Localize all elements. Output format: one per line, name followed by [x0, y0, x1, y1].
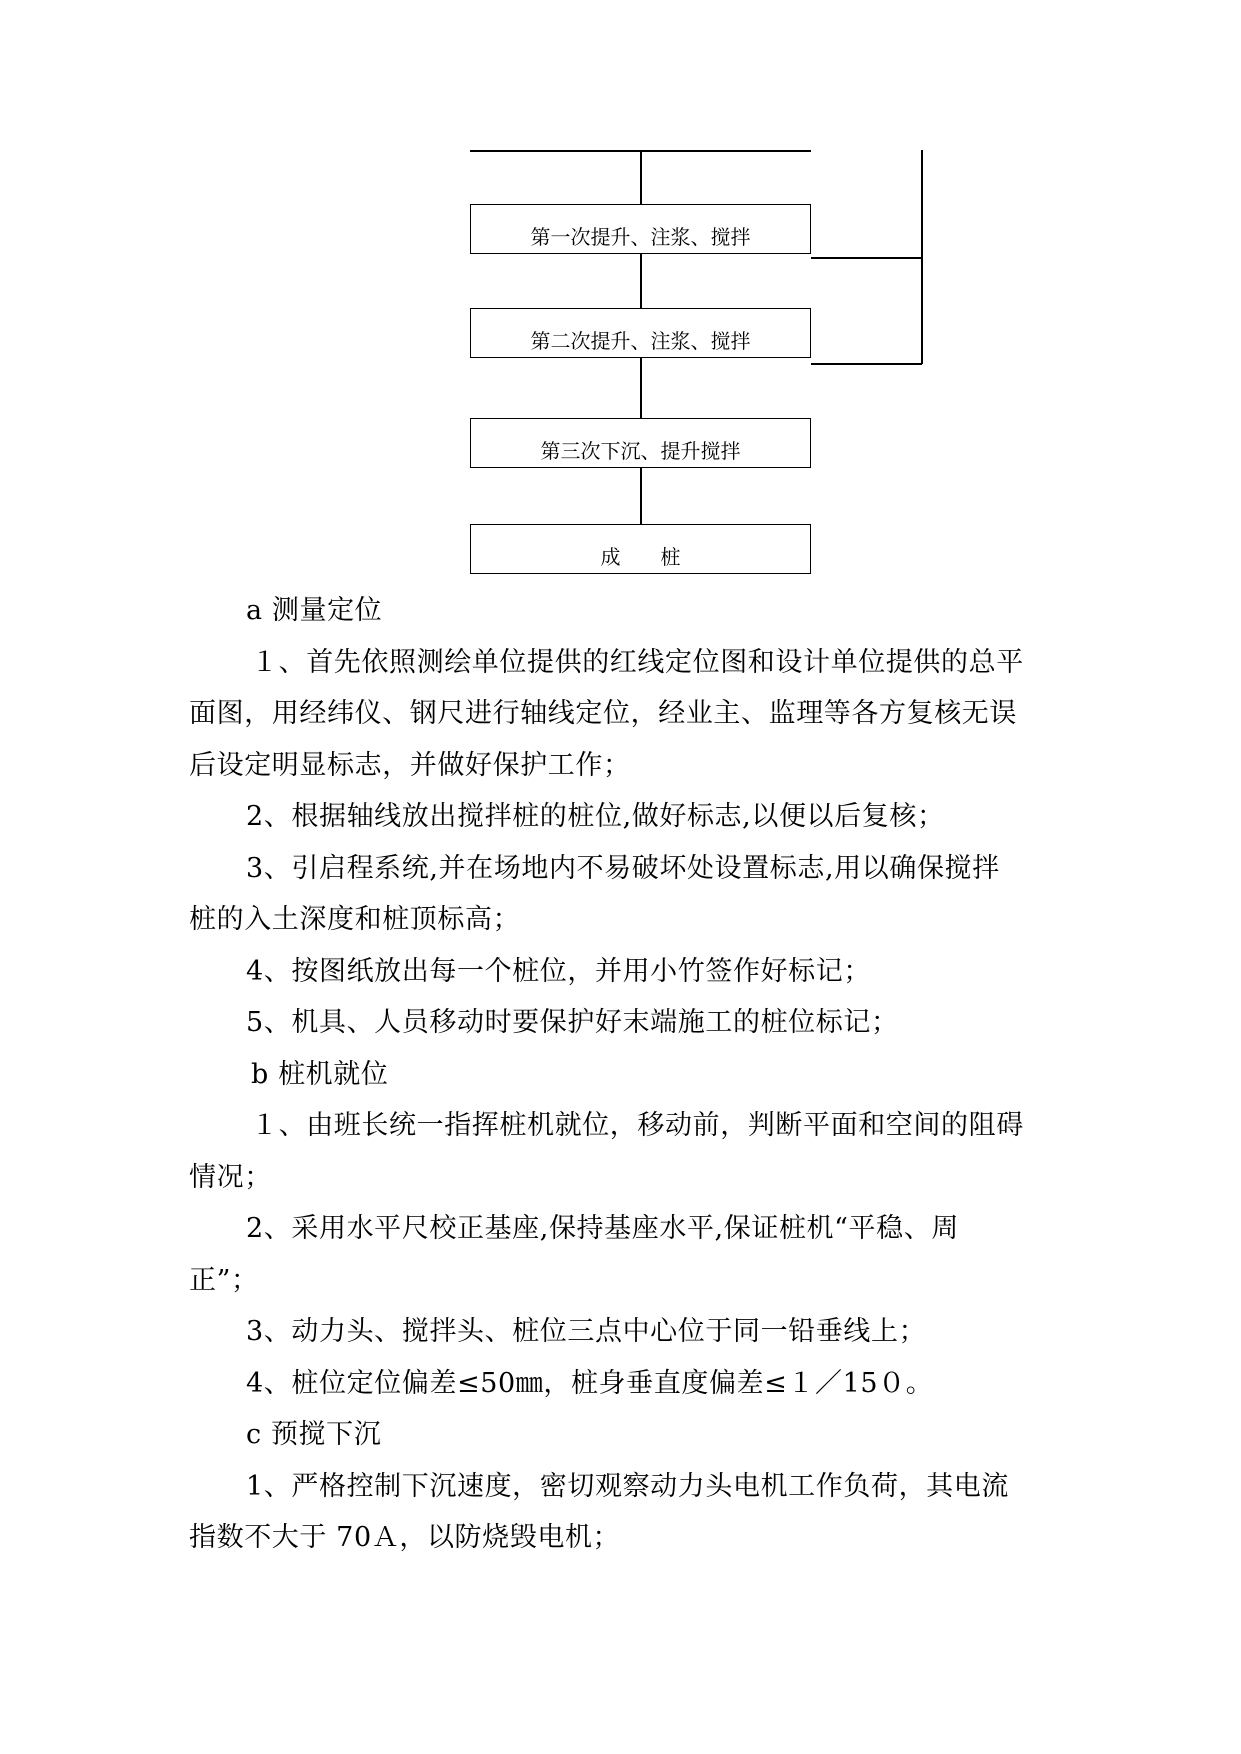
- paragraph-line: １、首先依照测绘单位提供的红线定位图和设计单位提供的总平: [251, 646, 1024, 678]
- flow-loop-branch-1: [811, 257, 922, 259]
- flow-connector-1: [640, 150, 642, 204]
- flow-connector-2: [640, 254, 642, 308]
- flow-step-3-label: 第三次下沉、提升搅拌: [540, 439, 741, 463]
- section-heading-a: a 测量定位: [246, 595, 383, 626]
- paragraph-line: 3、引启程系统,并在场地内不易破坏处设置标志,用以确保搅拌: [246, 852, 1000, 884]
- paragraph-line: 桩的入土深度和桩顶标高；: [189, 904, 521, 935]
- paragraph-line: 3、动力头、搅拌头、桩位三点中心位于同一铅垂线上；: [246, 1316, 927, 1347]
- paragraph-line: 面图，用经纬仪、钢尺进行轴线定位，经业主、监理等各方复核无误: [189, 698, 1017, 729]
- paragraph-line: 情况；: [189, 1161, 272, 1193]
- section-heading-b: b 桩机就位: [251, 1058, 389, 1090]
- paragraph-line: 正”；: [189, 1264, 259, 1296]
- paragraph-line: 后设定明显标志，并做好保护工作；: [189, 749, 631, 781]
- paragraph-line: 2、根据轴线放出搅拌桩的桩位,做好标志,以便以后复核；: [246, 801, 945, 832]
- flow-step-4-label: 成 桩: [600, 545, 681, 569]
- flow-step-1-label: 第一次提升、注浆、搅拌: [530, 225, 751, 249]
- flow-connector-3: [640, 358, 642, 418]
- paragraph-line: 指数不大于 70Ａ，以防烧毁电机；: [189, 1522, 621, 1553]
- paragraph-line: 2、采用水平尺校正基座,保持基座水平,保证桩机“平稳、周: [246, 1213, 959, 1244]
- flow-step-2-label: 第二次提升、注浆、搅拌: [530, 329, 751, 353]
- flow-step-1: [470, 204, 811, 254]
- flow-step-4: [470, 524, 811, 574]
- paragraph-line: 1、严格控制下沉速度，密切观察动力头电机工作负荷，其电流: [246, 1470, 1009, 1502]
- paragraph-line: １、由班长统一指挥桩机就位，移动前，判断平面和空间的阻碍: [251, 1110, 1024, 1141]
- flow-step-2: [470, 308, 811, 358]
- paragraph-line: 4、按图纸放出每一个桩位，并用小竹签作好标记；: [246, 955, 871, 987]
- flow-connector-4: [640, 468, 642, 524]
- flow-step-3: [470, 418, 811, 468]
- paragraph-line: 5、机具、人员移动时要保护好末端施工的桩位标记；: [246, 1007, 899, 1038]
- paragraph-line: 4、桩位定位偏差≤50㎜，桩身垂直度偏差≤１／15０。: [246, 1367, 934, 1399]
- section-heading-c: c 预搅下沉: [246, 1419, 382, 1450]
- flow-loop-branch-2: [811, 363, 922, 365]
- document-body: [189, 585, 1064, 1564]
